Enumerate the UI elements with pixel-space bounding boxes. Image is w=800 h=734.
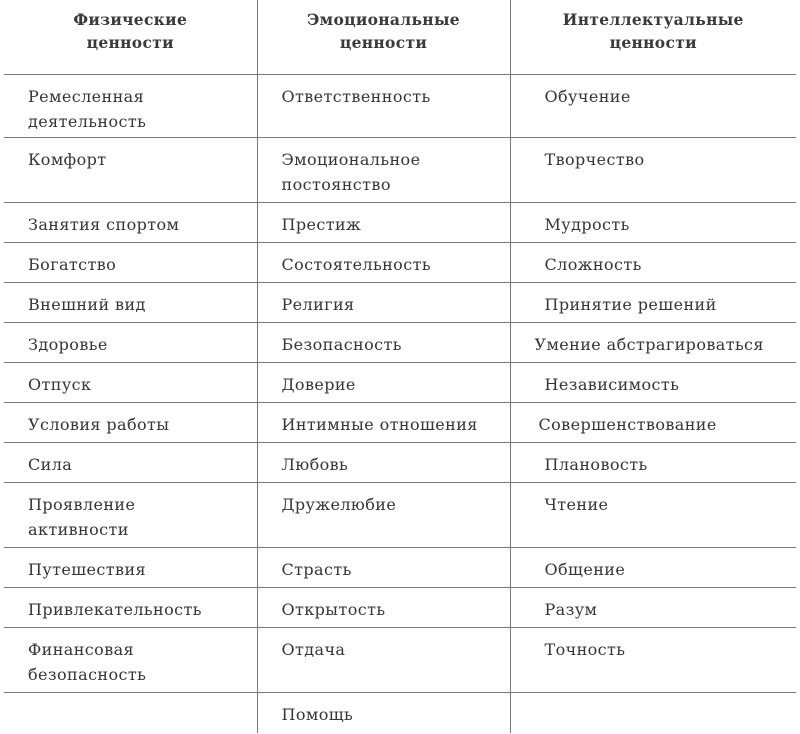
table-cell: Сложность — [544, 255, 642, 274]
table-cell: Занятия спортом — [28, 215, 180, 234]
table-row — [4, 363, 796, 403]
table-cell: Привлекательность — [28, 600, 202, 619]
table-row — [4, 243, 796, 283]
table-cell: Принятие решений — [544, 295, 717, 314]
table-cell: Путешествия — [28, 560, 147, 579]
table-cell: Проявление активности — [28, 495, 136, 539]
table-cell: Состоятельность — [281, 255, 431, 274]
table-cell: Общение — [544, 560, 626, 579]
table-row — [4, 483, 796, 548]
header-physical-values — [4, 0, 257, 75]
table-cell: Интимные отношения — [281, 415, 478, 434]
table-cell: Ремесленная деятельность — [28, 87, 147, 131]
table-cell: Независимость — [544, 375, 680, 394]
table-cell: Сила — [28, 455, 73, 474]
table-cell: Религия — [281, 295, 355, 314]
table-cell: Плановость — [544, 455, 648, 474]
table-row — [4, 75, 796, 138]
table-cell: Разум — [544, 600, 598, 619]
header-emotional-values — [257, 0, 510, 75]
table-cell: Дружелюбие — [281, 495, 397, 514]
table-cell: Чтение — [544, 495, 609, 514]
table-cell: Отпуск — [28, 375, 92, 394]
table-cell: Престиж — [281, 215, 362, 234]
table-cell: Отдача — [281, 640, 346, 659]
table-row — [4, 628, 796, 693]
table-cell: Помощь — [281, 705, 354, 724]
table-cell: Эмоциональное постоянство — [281, 150, 421, 194]
table-row — [4, 203, 796, 243]
table-cell: Условия работы — [28, 415, 170, 434]
table-cell: Умение абстрагироваться — [534, 335, 764, 354]
table-row — [4, 548, 796, 588]
table-cell: Точность — [544, 640, 626, 659]
table-cell: Богатство — [28, 255, 117, 274]
table-cell: Мудрость — [544, 215, 630, 234]
table-cell: Доверие — [281, 375, 356, 394]
header-intellectual-values-label: Интеллектуальные ценности — [562, 10, 744, 52]
table-row — [4, 283, 796, 323]
table-row — [4, 588, 796, 628]
table-cell: Любовь — [281, 455, 349, 474]
table-cell: Открытость — [281, 600, 386, 619]
table-cell: Финансовая безопасность — [28, 640, 147, 684]
table-cell: Творчество — [544, 150, 645, 169]
table-cell: Внешний вид — [28, 295, 146, 314]
header-intellectual-values — [510, 0, 796, 75]
table-cell: Страсть — [281, 560, 352, 579]
values-table — [4, 0, 796, 733]
table-cell: Ответственность — [281, 87, 431, 106]
table-cell — [511, 693, 797, 702]
table-row — [4, 138, 796, 203]
header-emotional-values-label: Эмоциональные ценности — [307, 10, 460, 52]
table-cell — [4, 693, 257, 702]
table-cell: Обучение — [544, 87, 631, 106]
table-cell: Безопасность — [281, 335, 402, 354]
table-row — [4, 323, 796, 363]
table-row — [4, 693, 796, 734]
header-physical-values-label: Физические ценности — [73, 10, 188, 52]
table-header-row — [4, 0, 796, 75]
table-row — [4, 443, 796, 483]
table-cell: Комфорт — [28, 150, 107, 169]
table-cell: Здоровье — [28, 335, 108, 354]
table-cell: Совершенствование — [538, 415, 717, 434]
table-row — [4, 403, 796, 443]
